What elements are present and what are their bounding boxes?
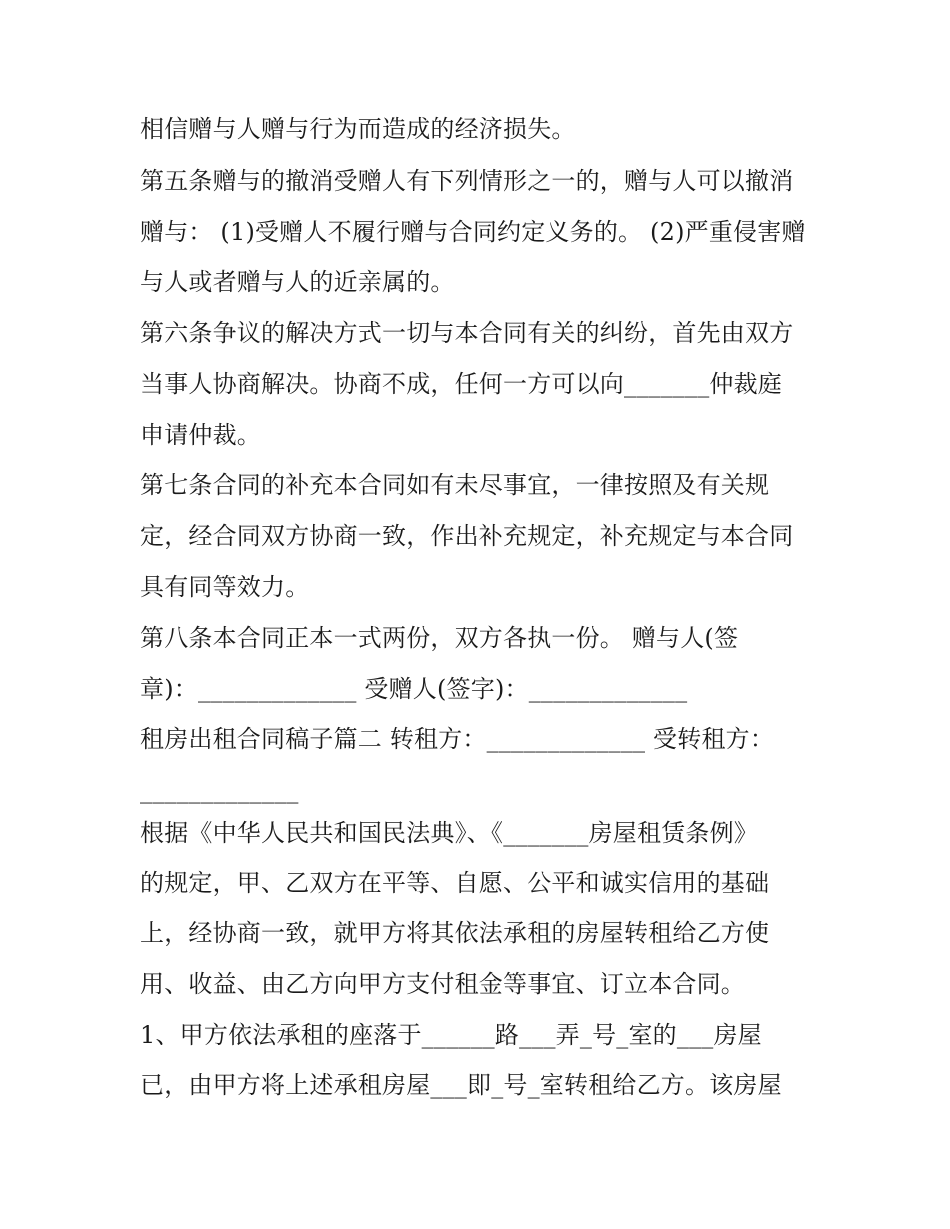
- text-line: 已，由甲方将上述承租房屋___即_号_室转租给乙方。该房屋: [140, 1071, 782, 1099]
- text-line: 上，经协商一致，就甲方将其依法承租的房屋转租给乙方使: [140, 919, 770, 947]
- text-line: 第七条合同的补充本合同如有未尽事宜，一律按照及有关规: [140, 471, 770, 499]
- text-line: 1、甲方依法承租的座落于______路___弄_号_室的___房屋: [140, 1021, 762, 1049]
- text-line: 定，经合同双方协商一致，作出补充规定，补充规定与本合同: [140, 522, 794, 550]
- text-line: 相信赠与人赠与行为而造成的经济损失。: [140, 115, 576, 143]
- text-line: 第六条争议的解决方式一切与本合同有关的纠纷，首先由双方: [140, 319, 794, 347]
- text-line: 当事人协商解决。协商不成，任何一方可以向_______仲裁庭: [140, 370, 782, 398]
- text-line: 具有同等效力。: [140, 573, 310, 601]
- text-line: 用、收益、由乙方向甲方支付租金等事宜、订立本合同。: [140, 970, 745, 998]
- text-line: 租房出租合同稿子篇二 转租方：_____________ 受转租方：: [140, 725, 775, 753]
- text-line: 申请仲裁。: [140, 421, 261, 449]
- text-line: 章)：_____________ 受赠人(签字)：_____________: [140, 675, 688, 703]
- text-line: 赠与： (1)受赠人不履行赠与合同约定义务的。 (2)严重侵害赠: [140, 218, 806, 246]
- text-line: 与人或者赠与人的近亲属的。: [140, 268, 455, 296]
- text-line: 第五条赠与的撤消受赠人有下列情形之一的，赠与人可以撤消: [140, 167, 794, 195]
- text-line: _____________: [140, 776, 299, 804]
- text-line: 的规定，甲、乙双方在平等、自愿、公平和诚实信用的基础: [140, 869, 770, 897]
- text-line: 第八条本合同正本一式两份，双方各执一份。 赠与人(签: [140, 624, 739, 652]
- text-line: 根据《中华人民共和国民法典》、《_______房屋租赁条例》: [140, 819, 758, 847]
